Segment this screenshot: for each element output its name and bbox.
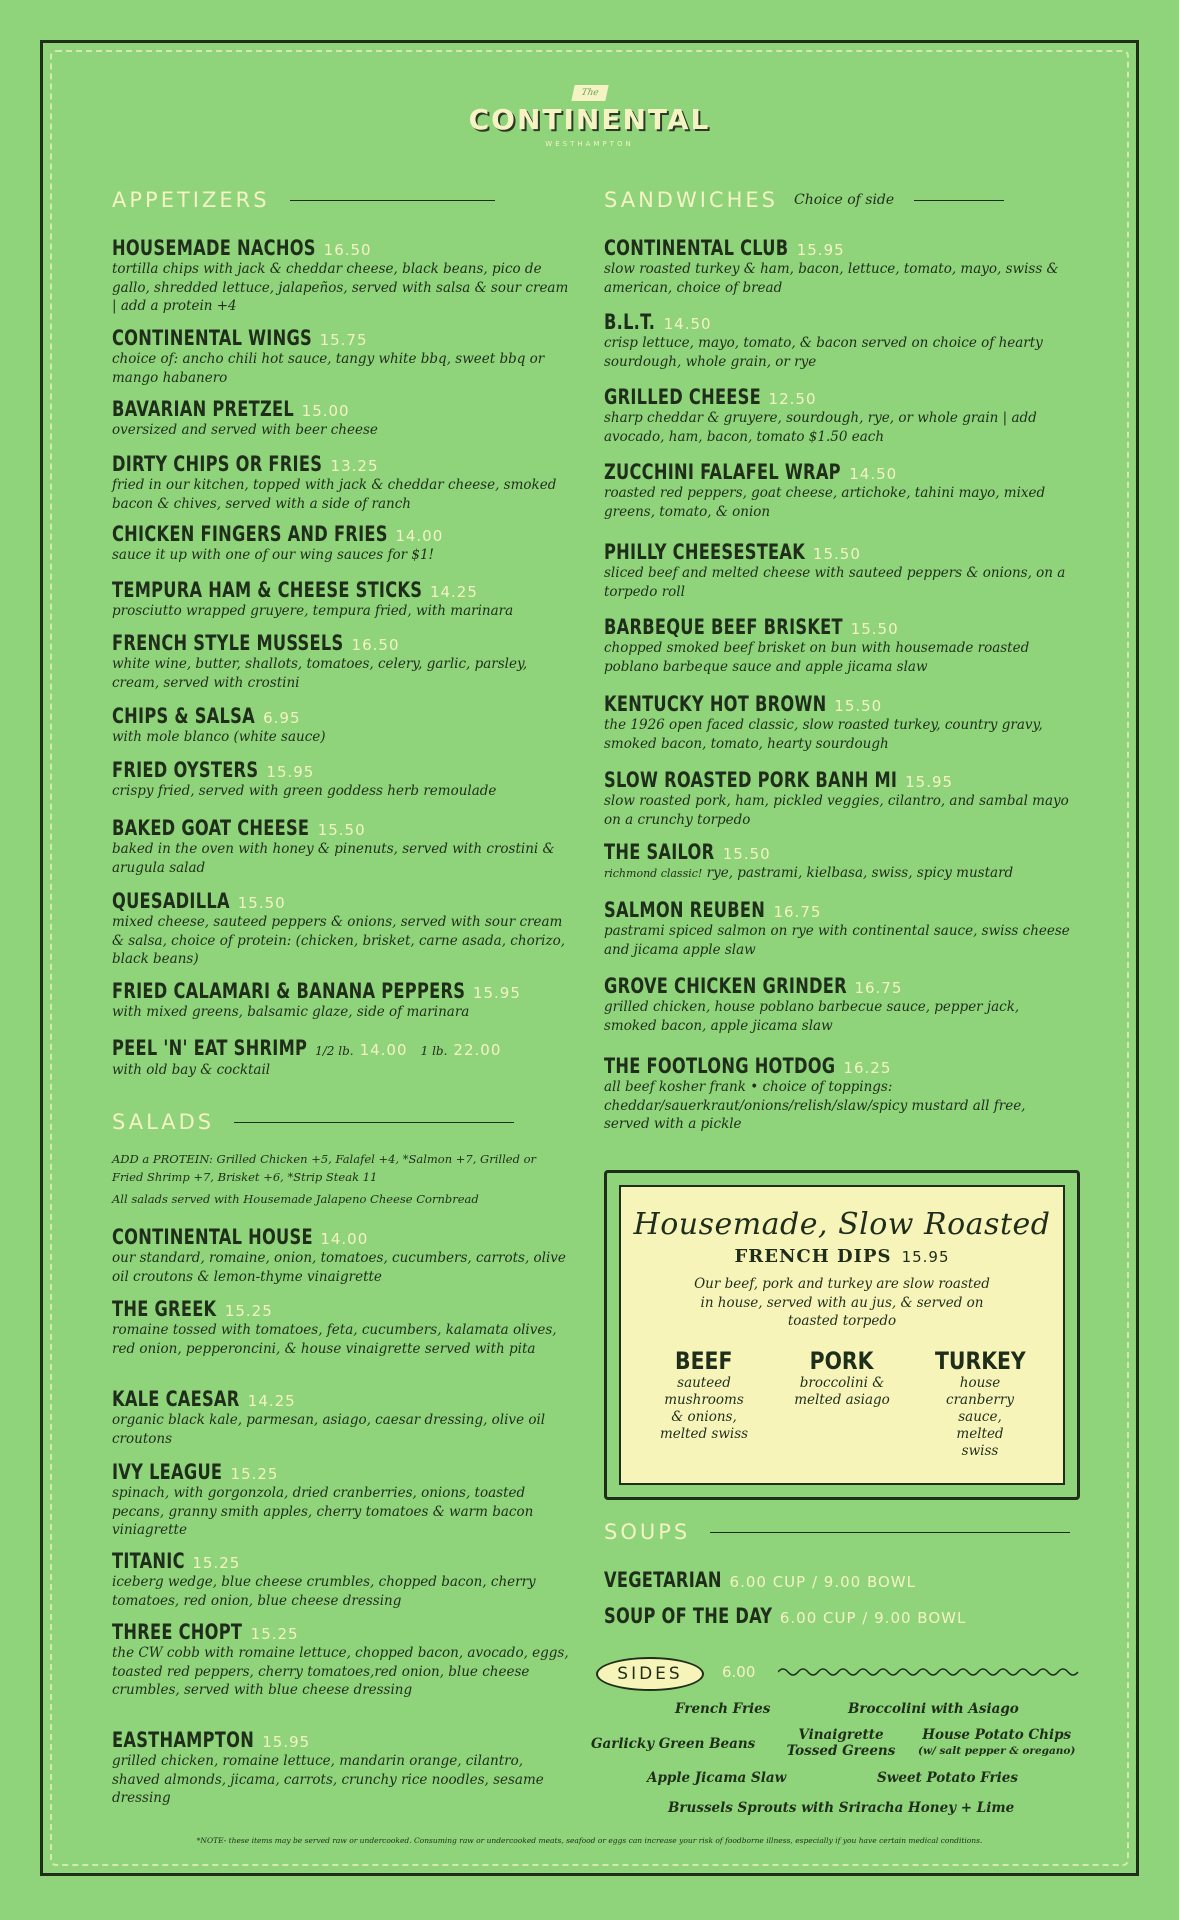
menu-item — [112, 1728, 572, 1808]
menu-item — [604, 540, 1074, 601]
item-price: 14.50 — [663, 315, 712, 333]
item-name: GRILLED CHEESE — [604, 385, 761, 409]
pound-price: 22.00 — [453, 1041, 502, 1059]
menu-item — [604, 768, 1074, 829]
menu-item — [604, 385, 1074, 446]
menu-item — [112, 889, 572, 969]
logo — [0, 80, 1179, 148]
soup-name: VEGETARIAN — [604, 1568, 722, 1592]
sides-price: 6.00 — [722, 1663, 756, 1681]
item-price: 15.50 — [722, 845, 771, 863]
menu-item — [112, 631, 572, 692]
item-price: 15.95 — [796, 241, 845, 259]
item-description: sauce it up with one of our wing sauces for $1! — [112, 547, 434, 563]
menu-item — [112, 1387, 572, 1448]
appetizers-title: APPETIZERS — [112, 188, 270, 212]
item-description: the 1926 open faced classic, slow roasted turkey, country gravy, smoked bacon, tomato, hearty sourdough — [604, 717, 1043, 752]
dip-name: BEEF — [675, 1346, 733, 1375]
sides-title-pill: SIDES — [596, 1657, 704, 1691]
menu-item — [112, 522, 572, 565]
item-description: fried in our kitchen, topped with jack & cheddar cheese, smoked bacon & chives, served with a side of ranch — [112, 477, 557, 512]
item-description: tortilla chips with jack & cheddar cheese, black beans, pico de gallo, shredded lettuce, jalapeños, served with salsa & sour cream | add a protein +4 — [112, 261, 569, 314]
menu-item — [112, 704, 572, 747]
item-description: prosciutto wrapped gruyere, tempura fried, with marinara — [112, 603, 514, 619]
item-name: CONTINENTAL WINGS — [112, 326, 313, 350]
item-description: roasted red peppers, goat cheese, artichoke, tahini mayo, mixed greens, tomato, & onion — [604, 485, 1046, 520]
item-name: KENTUCKY HOT BROWN — [604, 692, 827, 716]
soups-title: SOUPS — [604, 1520, 691, 1544]
item-description: organic black kale, parmesan, asiago, caesar dressing, olive oil croutons — [112, 1412, 546, 1447]
menu-item — [112, 979, 572, 1022]
menu-item — [112, 1620, 572, 1700]
menu-item — [604, 898, 1074, 959]
logo-name: CONTINENTAL — [468, 103, 711, 136]
item-name: TEMPURA HAM & CHEESE STICKS — [112, 578, 423, 602]
divider — [710, 1532, 1070, 1533]
item-description — [604, 864, 1074, 884]
soup-price: 6.00 CUP / 9.00 BOWL — [779, 1609, 967, 1627]
item-price: 12.50 — [768, 390, 817, 408]
menu-item — [112, 236, 572, 316]
item-description: grilled chicken, romaine lettuce, mandarin orange, cilantro, shaved almonds, jicama, carrots, crunchy rice noodles, sesame dressing — [112, 1753, 544, 1806]
divider — [234, 1122, 514, 1123]
item-description: pastrami spiced salmon on rye with continental sauce, swiss cheese and jicama apple slaw — [604, 923, 1070, 958]
item-name: ZUCCHINI FALAFEL WRAP — [604, 460, 841, 484]
menu-item — [112, 452, 572, 513]
item-price: 15.50 — [812, 545, 861, 563]
dip-desc: sauteed mushrooms & onions, melted swiss — [659, 1374, 749, 1442]
item-name: CONTINENTAL CLUB — [604, 236, 789, 260]
side-sweet-potato-fries: Sweet Potato Fries — [877, 1770, 1018, 1786]
dip-name: PORK — [810, 1346, 874, 1375]
dip-option-beef — [639, 1347, 769, 1460]
item-price: 14.25 — [429, 583, 478, 601]
item-description: slow roasted turkey & ham, bacon, lettuce, tomato, mayo, swiss & american, choice of bread — [604, 261, 1059, 296]
item-price: 15.25 — [230, 1465, 279, 1483]
item-name: DIRTY CHIPS OR FRIES — [112, 452, 323, 476]
item-name: TITANIC — [112, 1549, 185, 1573]
item-description: mixed cheese, sauteed peppers & onions, served with sour cream & salsa, choice of protein: (chicken, brisket, carne asada, chorizo, black beans) — [112, 914, 565, 967]
divider — [290, 200, 495, 201]
item-description: with mole blanco (white sauce) — [112, 729, 326, 745]
dip-desc: broccolini & melted asiago — [794, 1374, 890, 1408]
item-name: CHIPS & SALSA — [112, 704, 255, 728]
soup-of-the-day — [604, 1604, 1074, 1628]
item-description: crisp lettuce, mayo, tomato, & bacon served on choice of hearty sourdough, whole grain, or rye — [604, 335, 1043, 370]
side-apple-jicama-slaw: Apple Jicama Slaw — [647, 1770, 787, 1786]
item-price: 15.25 — [250, 1625, 299, 1643]
soup-price: 6.00 CUP / 9.00 BOWL — [729, 1573, 916, 1591]
menu-item — [604, 310, 1074, 371]
side-brussels-sprouts: Brussels Sprouts with Sriracha Honey + Lime — [668, 1800, 1015, 1816]
item-name: THE FOOTLONG HOTDOG — [604, 1054, 836, 1078]
menu-item-shrimp — [112, 1036, 572, 1079]
item-price: 15.00 — [301, 402, 350, 420]
salads-title: SALADS — [112, 1110, 215, 1134]
half-pound-label: 1/2 lb. — [315, 1044, 354, 1058]
item-name: PEEL 'N' EAT SHRIMP — [112, 1036, 308, 1060]
dips-script-heading: Housemade, Slow Roasted — [633, 1207, 1051, 1242]
item-price: 6.95 — [263, 709, 301, 727]
item-price: 15.95 — [472, 984, 521, 1002]
item-name: CHICKEN FINGERS AND FRIES — [112, 522, 388, 546]
menu-item — [112, 1225, 572, 1286]
item-name: FRIED OYSTERS — [112, 758, 259, 782]
menu-item — [604, 236, 1074, 297]
item-description: the CW cobb with romaine lettuce, chopped bacon, avocado, eggs, toasted red peppers, cherry tomatoes,red onion, blue cheese crumbles, served with blue cheese dressing — [112, 1645, 569, 1698]
item-price: 15.75 — [319, 331, 368, 349]
soup-name: SOUP OF THE DAY — [604, 1604, 773, 1628]
side-tossed-greens: Vinaigrette Tossed Greens — [786, 1727, 896, 1759]
item-price: 13.25 — [330, 457, 379, 475]
item-name: BAVARIAN PRETZEL — [112, 397, 295, 421]
french-dips-card — [619, 1185, 1065, 1485]
item-description: choice of: ancho chili hot sauce, tangy white bbq, sweet bbq or mango habanero — [112, 351, 545, 386]
sandwiches-note: Choice of side — [793, 192, 895, 208]
item-price: 16.50 — [351, 636, 400, 654]
menu-item — [604, 692, 1074, 753]
appetizers-heading — [112, 188, 572, 212]
divider — [914, 200, 1004, 201]
item-description: crispy fried, served with green goddess herb remoulade — [112, 783, 497, 799]
menu-item — [112, 758, 572, 801]
sandwiches-title: SANDWICHES — [604, 188, 778, 212]
side-green-beans: Garlicky Green Beans — [591, 1736, 756, 1752]
item-price: 14.25 — [247, 1392, 296, 1410]
item-name: THREE CHOPT — [112, 1620, 243, 1644]
item-description: baked in the oven with honey & pinenuts, served with crostini & arugula salad — [112, 841, 555, 876]
item-description: romaine tossed with tomatoes, feta, cucumbers, kalamata olives, red onion, pepperoncini, & house vinaigrette served with pita — [112, 1322, 557, 1357]
menu-item — [112, 397, 572, 440]
dip-desc: house cranberry sauce, melted swiss — [946, 1374, 1014, 1459]
item-note: richmond classic! — [604, 867, 703, 880]
dip-option-pork — [777, 1347, 907, 1460]
item-price: 15.50 — [237, 894, 286, 912]
item-price: 16.75 — [773, 903, 822, 921]
item-name: BAKED GOAT CHEESE — [112, 816, 310, 840]
sandwiches-heading — [604, 188, 1074, 212]
item-name: GROVE CHICKEN GRINDER — [604, 974, 847, 998]
salads-protein-note: ADD a PROTEIN: Grilled Chicken +5, Falafel +4, *Salmon +7, Grilled or Fried Shrimp +7, Brisket +6, *Strip Steak 11 — [112, 1152, 537, 1184]
item-name: BARBEQUE BEEF BRISKET — [604, 615, 843, 639]
item-description: sharp cheddar & gruyere, sourdough, rye, or whole grain | add avocado, ham, bacon, tomato $1.50 each — [604, 410, 1037, 445]
soups-heading — [604, 1520, 1074, 1544]
item-name: CONTINENTAL HOUSE — [112, 1225, 313, 1249]
item-price: 15.95 — [905, 773, 954, 791]
footnote: *NOTE- these items may be served raw or undercooked. Consuming raw or undercooked meats, seafood or eggs can increase your risk of foodborne illness, especially if you have certain medical conditions. — [196, 1836, 983, 1845]
item-price: 15.25 — [224, 1302, 273, 1320]
item-description: all beef kosher frank • choice of toppings: cheddar/sauerkraut/onions/relish/slaw/spicy mustard all free, served with a pickle — [604, 1079, 1026, 1132]
item-price: 15.50 — [834, 697, 883, 715]
wavy-divider — [778, 1664, 1080, 1680]
item-name: EASTHAMPTON — [112, 1728, 255, 1752]
item-name: QUESADILLA — [112, 889, 230, 913]
item-price: 16.25 — [843, 1059, 892, 1077]
menu-item — [604, 460, 1074, 521]
item-description-text: rye, pastrami, kielbasa, swiss, spicy mustard — [706, 865, 1014, 881]
side-sublabel: (w/ salt pepper & oregano) — [918, 1745, 1076, 1757]
side-label: House Potato Chips — [922, 1727, 1072, 1743]
item-description: with mixed greens, balsamic glaze, side of marinara — [112, 1004, 470, 1020]
item-name: FRENCH STYLE MUSSELS — [112, 631, 344, 655]
item-price: 15.95 — [262, 1733, 311, 1751]
item-name: FRIED CALAMARI & BANANA PEPPERS — [112, 979, 466, 1003]
item-price: 14.00 — [320, 1230, 369, 1248]
menu-item — [112, 578, 572, 621]
item-description: oversized and served with beer cheese — [112, 422, 378, 438]
item-price: 15.50 — [317, 821, 366, 839]
item-name: B.L.T. — [604, 310, 656, 334]
menu-item — [604, 1054, 1074, 1134]
item-name: IVY LEAGUE — [112, 1460, 223, 1484]
soup-vegetarian — [604, 1568, 1074, 1592]
item-name: THE SAILOR — [604, 840, 715, 864]
item-description: iceberg wedge, blue cheese crumbles, chopped bacon, cherry tomatoes, red onion, blue cheese dressing — [112, 1574, 536, 1609]
item-description: white wine, butter, shallots, tomatoes, celery, garlic, parsley, cream, served with crostini — [112, 656, 528, 691]
dips-title — [621, 1246, 1063, 1267]
item-description: sliced beef and melted cheese with sauteed peppers & onions, on a torpedo roll — [604, 565, 1066, 600]
side-potato-chips — [918, 1727, 1075, 1759]
menu-item — [604, 974, 1074, 1035]
half-pound-price: 14.00 — [359, 1041, 408, 1059]
item-price: 15.50 — [850, 620, 899, 638]
item-name: SLOW ROASTED PORK BANH MI — [604, 768, 898, 792]
item-name: PHILLY CHEESESTEAK — [604, 540, 806, 564]
logo-sub: WESTHAMPTON — [545, 140, 634, 148]
logo-tag: The — [571, 85, 608, 101]
french-dips-box — [604, 1170, 1080, 1500]
item-description: grilled chicken, house poblano barbecue sauce, pepper jack, smoked bacon, apple jicama slaw — [604, 999, 1020, 1034]
dip-name: TURKEY — [934, 1346, 1026, 1375]
dip-options — [621, 1347, 1063, 1460]
side-broccolini: Broccolini with Asiago — [848, 1701, 1019, 1717]
item-description: slow roasted pork, ham, pickled veggies, cilantro, and sambal mayo on a crunchy torpedo — [604, 793, 1069, 828]
salads-heading — [112, 1110, 572, 1134]
item-price: 15.95 — [266, 763, 315, 781]
item-description: spinach, with gorgonzola, dried cranberries, onions, toasted pecans, granny smith apples, cherry tomatoes & warm bacon viniagrette — [112, 1485, 534, 1538]
menu-item — [604, 840, 1074, 884]
item-description: with old bay & cocktail — [112, 1061, 271, 1078]
item-price: 15.25 — [192, 1554, 241, 1572]
item-price: 14.00 — [395, 527, 444, 545]
menu-item — [112, 816, 572, 877]
item-description: chopped smoked beef brisket on bun with housemade roasted poblano barbeque sauce and apple jicama slaw — [604, 640, 1030, 675]
item-price: 16.50 — [323, 241, 372, 259]
menu-item — [112, 326, 572, 387]
item-name: THE GREEK — [112, 1297, 217, 1321]
item-name: HOUSEMADE NACHOS — [112, 236, 316, 260]
item-description: our standard, romaine, onion, tomatoes, cucumbers, carrots, olive oil croutons & lemon-thyme vinaigrette — [112, 1250, 566, 1285]
dips-title-text: FRENCH DIPS — [734, 1246, 892, 1267]
menu-item — [112, 1297, 572, 1358]
dips-price: 15.95 — [901, 1248, 950, 1266]
menu-item — [112, 1460, 572, 1540]
pound-label: 1 lb. — [420, 1044, 448, 1058]
menu-item — [112, 1549, 572, 1610]
item-name: KALE CAESAR — [112, 1387, 240, 1411]
menu-item — [604, 615, 1074, 676]
item-price: 16.75 — [854, 979, 903, 997]
salads-cornbread-note: All salads served with Housemade Jalapeno Cheese Cornbread — [112, 1192, 479, 1206]
item-name: SALMON REUBEN — [604, 898, 766, 922]
dip-option-turkey — [915, 1347, 1045, 1460]
dips-description: Our beef, pork and turkey are slow roasted in house, served with au jus, & served on toasted torpedo — [694, 1276, 990, 1329]
side-french-fries: French Fries — [675, 1701, 771, 1717]
item-price: 14.50 — [849, 465, 898, 483]
